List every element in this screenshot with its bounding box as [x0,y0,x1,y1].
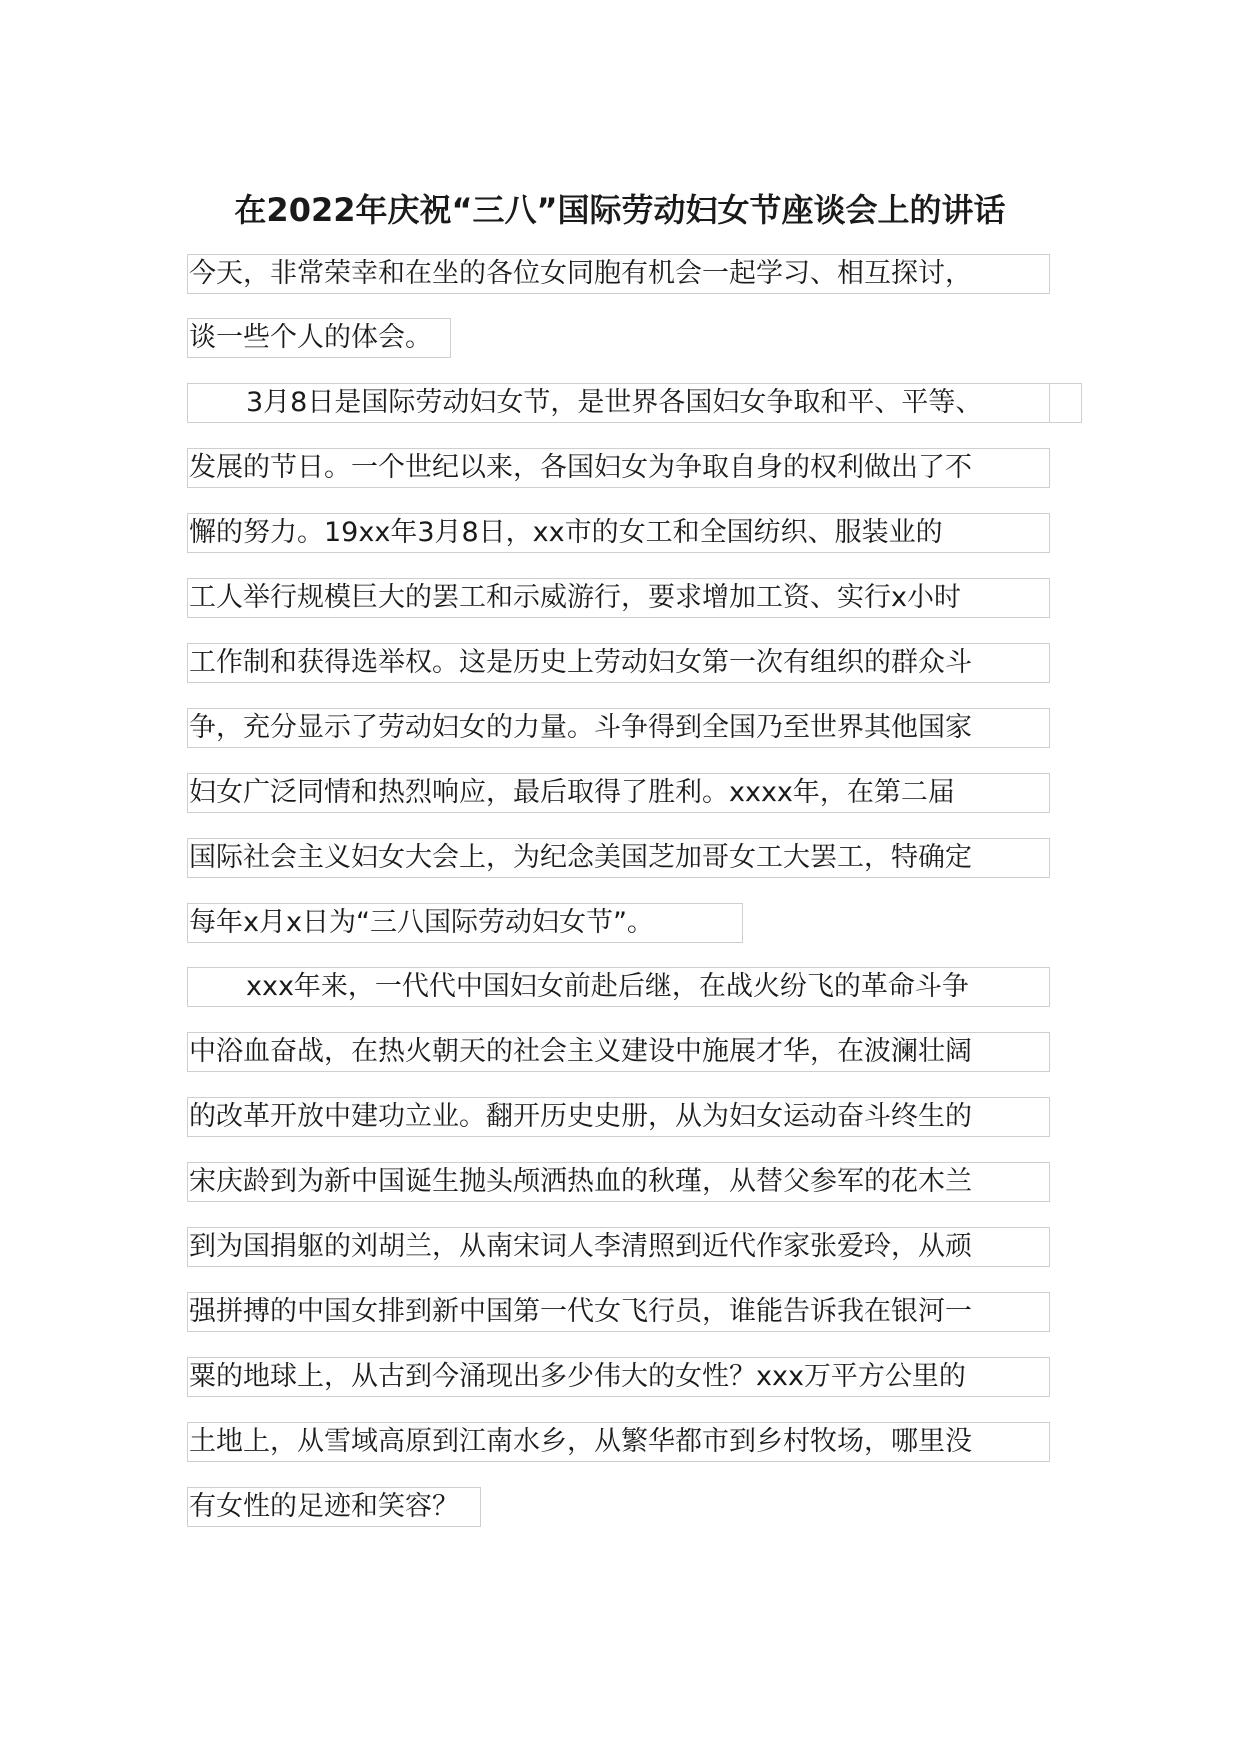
paragraph-3-line-3: 的改革开放中建功立业。翻开历史史册，从为妇女运动奋斗终生的 [187,1097,1050,1137]
paragraph-3-line-8: 土地上，从雪域高原到江南水乡，从繁华都市到乡村牧场，哪里没 [187,1422,1050,1462]
paragraph-3-line-7: 粟的地球上，从古到今涌现出多少伟大的女性？xxx万平方公里的 [187,1357,1050,1397]
paragraph-3-line-6: 强拼搏的中国女排到新中国第一代女飞行员，谁能告诉我在银河一 [187,1292,1050,1332]
paragraph-3-line-2: 中浴血奋战，在热火朝天的社会主义建设中施展才华，在波澜壮阔 [187,1032,1050,1072]
paragraph-2-line-8: 国际社会主义妇女大会上，为纪念美国芝加哥女工大罢工，特确定 [187,838,1050,878]
paragraph-2-line-9: 每年x月x日为“三八国际劳动妇女节”。 [187,903,743,943]
paragraph-3-line-1: xxx年来，一代代中国妇女前赴后继，在战火纷飞的革命斗争 [187,967,1050,1007]
document-title: 在2022年庆祝“三八”国际劳动妇女节座谈会上的讲话 [234,191,1006,229]
overflow-punctuation-box [1049,383,1082,423]
paragraph-2-line-4: 工人举行规模巨大的罢工和示威游行，要求增加工资、实行x小时 [187,578,1050,618]
paragraph-2-line-1: 3月8日是国际劳动妇女节，是世界各国妇女争取和平、平等、 [187,383,1050,423]
paragraph-2-line-3: 懈的努力。19xx年3月8日，xx市的女工和全国纺织、服装业的 [187,513,1050,553]
paragraph-1-line-1: 今天，非常荣幸和在坐的各位女同胞有机会一起学习、相互探讨， [187,254,1050,294]
paragraph-2-line-5: 工作制和获得选举权。这是历史上劳动妇女第一次有组织的群众斗 [187,643,1050,683]
paragraph-2-line-6: 争，充分显示了劳动妇女的力量。斗争得到全国乃至世界其他国家 [187,708,1050,748]
paragraph-2-line-7: 妇女广泛同情和热烈响应，最后取得了胜利。xxxx年，在第二届 [187,773,1050,813]
paragraph-3-line-9: 有女性的足迹和笑容？ [187,1487,481,1527]
paragraph-2-line-2: 发展的节日。一个世纪以来，各国妇女为争取自身的权利做出了不 [187,448,1050,488]
paragraph-1-line-2: 谈一些个人的体会。 [187,318,451,358]
paragraph-3-line-4: 宋庆龄到为新中国诞生抛头颅洒热血的秋瑾，从替父参军的花木兰 [187,1162,1050,1202]
paragraph-3-line-5: 到为国捐躯的刘胡兰，从南宋词人李清照到近代作家张爱玲，从顽 [187,1227,1050,1267]
